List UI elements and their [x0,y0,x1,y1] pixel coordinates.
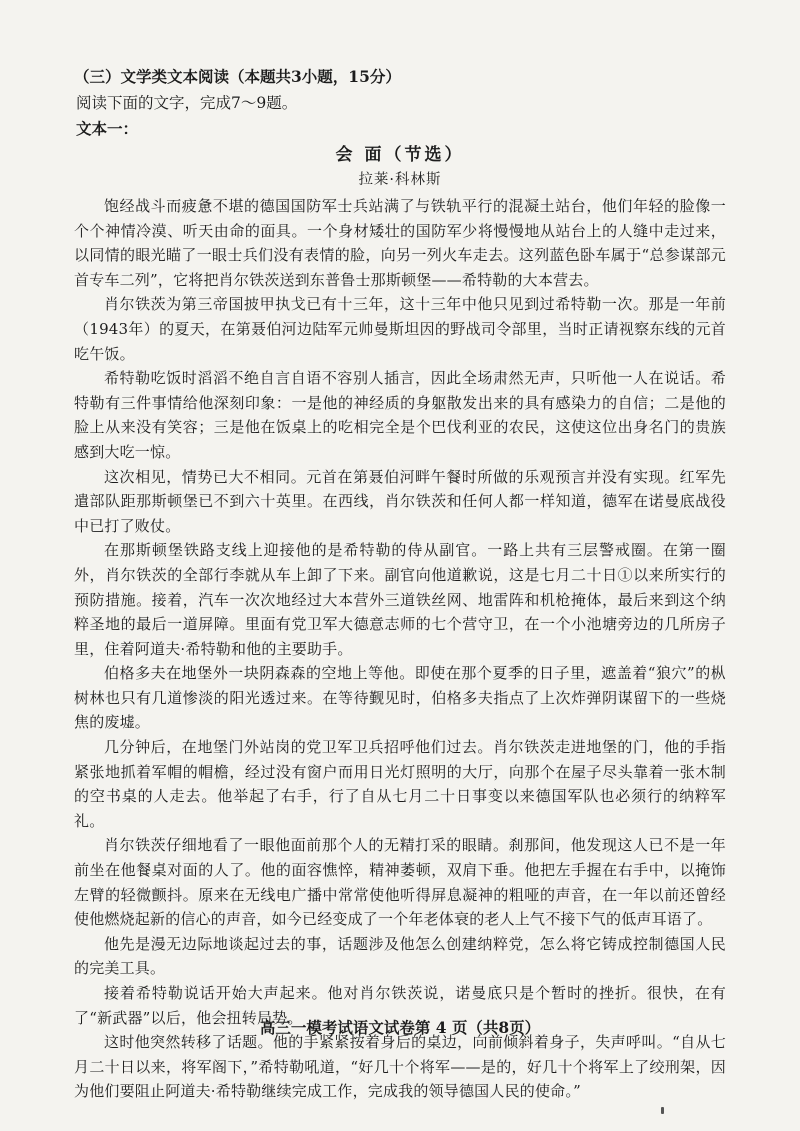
paragraph-10: 接着希特勒说话开始大声起来。他对肖尔铁茨说，诺曼底只是个暂时的挫折。很快，在有了“新武器”以后，他会扭转局势。 [74,984,726,1027]
article-author: 拉莱·科林斯 [358,172,442,188]
instruction: 阅读下面的文字，完成7～9题。 [76,94,298,112]
section-heading: （三）文学类文本阅读（本题共3小题，15分） [74,67,401,86]
paragraph-4: 这次相见，情势已大不相同。元首在第聂伯河畔午餐时所做的乐观预言并没有实现。红军先遣部队距那斯顿堡已不到六十英里。在西线，肖尔铁茨和任何人都一样知道，德军在诺曼底战役中已打了败仗。 [74,467,726,535]
page-footer: 高三一模考试语文试卷第 4 页（共8页） [259,1018,541,1037]
paragraph-11: 这时他突然转移了话题。他的手紧紧按着身后的桌边，向前倾斜着身子，失声呼叫。“自从七月二十日以来，将军阁下，”希特勒吼道，“好几十个将军——是的，好几十个将军上了绞刑架，因为他们要阻止阿道夫·希特勒继续完成工作，完成我的领导德国人民的使命。” [74,1033,726,1101]
paragraph-2: 肖尔铁茨为第三帝国披甲执戈已有十三年，这十三年中他只见到过希特勒一次。那是一年前（1943年）的夏天，在第聂伯河边陆军元帅曼斯坦因的野战司令部里，当时正请视察东线的元首吃午饭。 [74,295,726,363]
paragraph-1: 饱经战斗而疲惫不堪的德国国防军士兵站满了与铁轨平行的混凝土站台，他们年轻的脸像一个个神情冷漠、听天由命的面具。一个身材矮壮的国防军少将慢慢地从站台上的人缝中走过来，以同情的眼光瞄了一眼士兵们没有表情的脸，向另一列火车走去。这列蓝色卧车属于“总参谋部元首专车二列”，它将把肖尔铁茨送到东普鲁士那斯顿堡——希特勒的大本营去。 [74,197,726,289]
paragraph-6: 伯格多夫在地堡外一块阴森森的空地上等他。即使在那个夏季的日子里，遮盖着“狼穴”的枞树林也只有几道惨淡的阳光透过来。在等待觐见时，伯格多夫指点了上次炸弹阴谋留下的一些烧焦的废墟。 [74,664,726,732]
paragraph-9: 他先是漫无边际地谈起过去的事，话题涉及他怎么创建纳粹党，怎么将它铸成控制德国人民的完美工具。 [74,934,726,978]
paragraph-7: 几分钟后，在地堡门外站岗的党卫军卫兵招呼他们过去。肖尔铁茨走进地堡的门，他的手指紧张地抓着军帽的帽檐，经过没有窗户而用日光灯照明的大厅，向那个在屋子尽头靠着一张木制的空书桌的人走去。他举起了右手，行了自从七月二十日事变以来德国军队也必须行的纳粹军礼。 [74,738,726,830]
paragraph-8: 肖尔铁茨仔细地看了一眼他面前那个人的无精打采的眼睛。刹那间，他发现这人已不是一年前坐在他餐桌对面的人了。他的面容憔悴，精神萎顿，双肩下垂。他把左手握在右手中，以掩饰左臂的轻微颤抖。原来在无线电广播中常常使他听得屏息凝神的粗哑的声音，在一年以前还曾经使他燃烧起新的信心的声音，如今已经变成了一个年老体衰的老人上气不接下气的低声耳语了。 [74,836,726,929]
reading-section [74,64,726,1104]
article-title: 会 面（节选） [335,145,465,165]
paragraph-3: 希特勒吃饭时滔滔不绝自言自语不容别人插言，因此全场肃然无声，只听他一人在说话。希特勒有三件事情给他深刻印象：一是他的神经质的身躯散发出来的具有感染力的自信；二是他的脸上从来没有笑容；三是他在饭桌上的吃相完全是个巴伐利亚的农民，这使这位出身名门的贵族感到大吃一惊。 [74,369,726,461]
paragraph-5: 在那斯顿堡铁路支线上迎接他的是希特勒的侍从副官。一路上共有三层警戒圈。在第一圈外，肖尔铁茨的全部行李就从车上卸了下来。副官向他道歉说，这是七月二十日①以来所实行的预防措施。接着，汽车一次次地经过大本营外三道铁丝网、地雷阵和机枪掩体，最后来到这个纳粹圣地的最后一道屏障。里面有党卫军大德意志师的七个营守卫，在一个小池塘旁边的几所房子里，住着阿道夫·希特勒和他的主要助手。 [74,541,726,658]
text-label: 文本一： [76,119,139,138]
scan-speck [661,1107,664,1114]
